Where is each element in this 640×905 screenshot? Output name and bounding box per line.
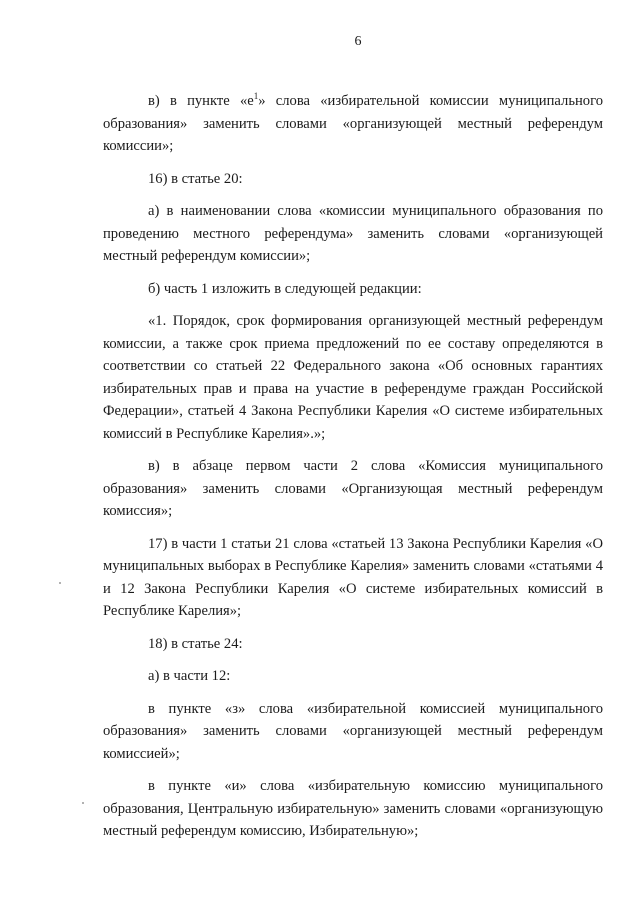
paragraph-subitem-a: а) в наименовании слова «комиссии муниципального образования по проведению местного референдума» заменить словами «организующей местный референдум комиссии»; — [103, 203, 603, 264]
paragraph-point-i: в пункте «и» слова «избирательную комиссию муниципального образования, Центральную избирательную» заменить словами «организующую местный референдум комиссию, Избирательную»; — [103, 778, 603, 839]
paragraph-quoted-part-1: «1. Порядок, срок формирования организующей местный референдум комиссии, а также срок приема предложений по ее составу определяются в соответствии со статьей 22 Федерального закона «Об основных гарантиях избирательных прав и права на участие в референдуме граждан Российской Федерации», статьей 4 Закона Республики Карелия «О системе избирательных комиссий в Республике Карелия».»; — [103, 313, 603, 442]
paragraph-subitem-a-part-12: а) в части 12: — [148, 668, 231, 684]
scan-speck — [82, 802, 84, 804]
page-number: 6 — [354, 34, 362, 49]
paragraph-item-16: 16) в статье 20: — [148, 170, 243, 187]
paragraph-subitem-b: б) часть 1 изложить в следующей редакции: — [148, 280, 422, 297]
paragraph-point-z: в пункте «з» слова «избирательной комиссией муниципального образования» заменить словами «организующей местный референдум комиссией»; — [103, 700, 603, 762]
paragraph-item-v-punkt-e1 — [103, 90, 603, 158]
superscript: 1 — [253, 91, 259, 102]
paragraph-item-17: 17) в части 1 статьи 21 слова «статьей 13 Закона Республики Карелия «О муниципальных выборах в Республике Карелия» заменить словами «статьями 4 и 12 Закона Республики Карелия «О системе избирательных комиссий в Республике Карелия»; — [103, 535, 603, 619]
paragraph-text: » слова «избирательной комиссии муниципального образования» заменить словами «организующей местный референдум комиссии»; — [103, 93, 604, 154]
paragraph-text: в) в пункте «е — [148, 93, 254, 109]
document-body — [103, 90, 603, 843]
scan-speck — [59, 582, 61, 584]
paragraph-subitem-v: в) в абзаце первом части 2 слова «Комиссия муниципального образования» заменить словами «Организующая местный референдум комиссия»; — [103, 458, 603, 519]
paragraph-item-18: 18) в статье 24: — [148, 635, 243, 652]
